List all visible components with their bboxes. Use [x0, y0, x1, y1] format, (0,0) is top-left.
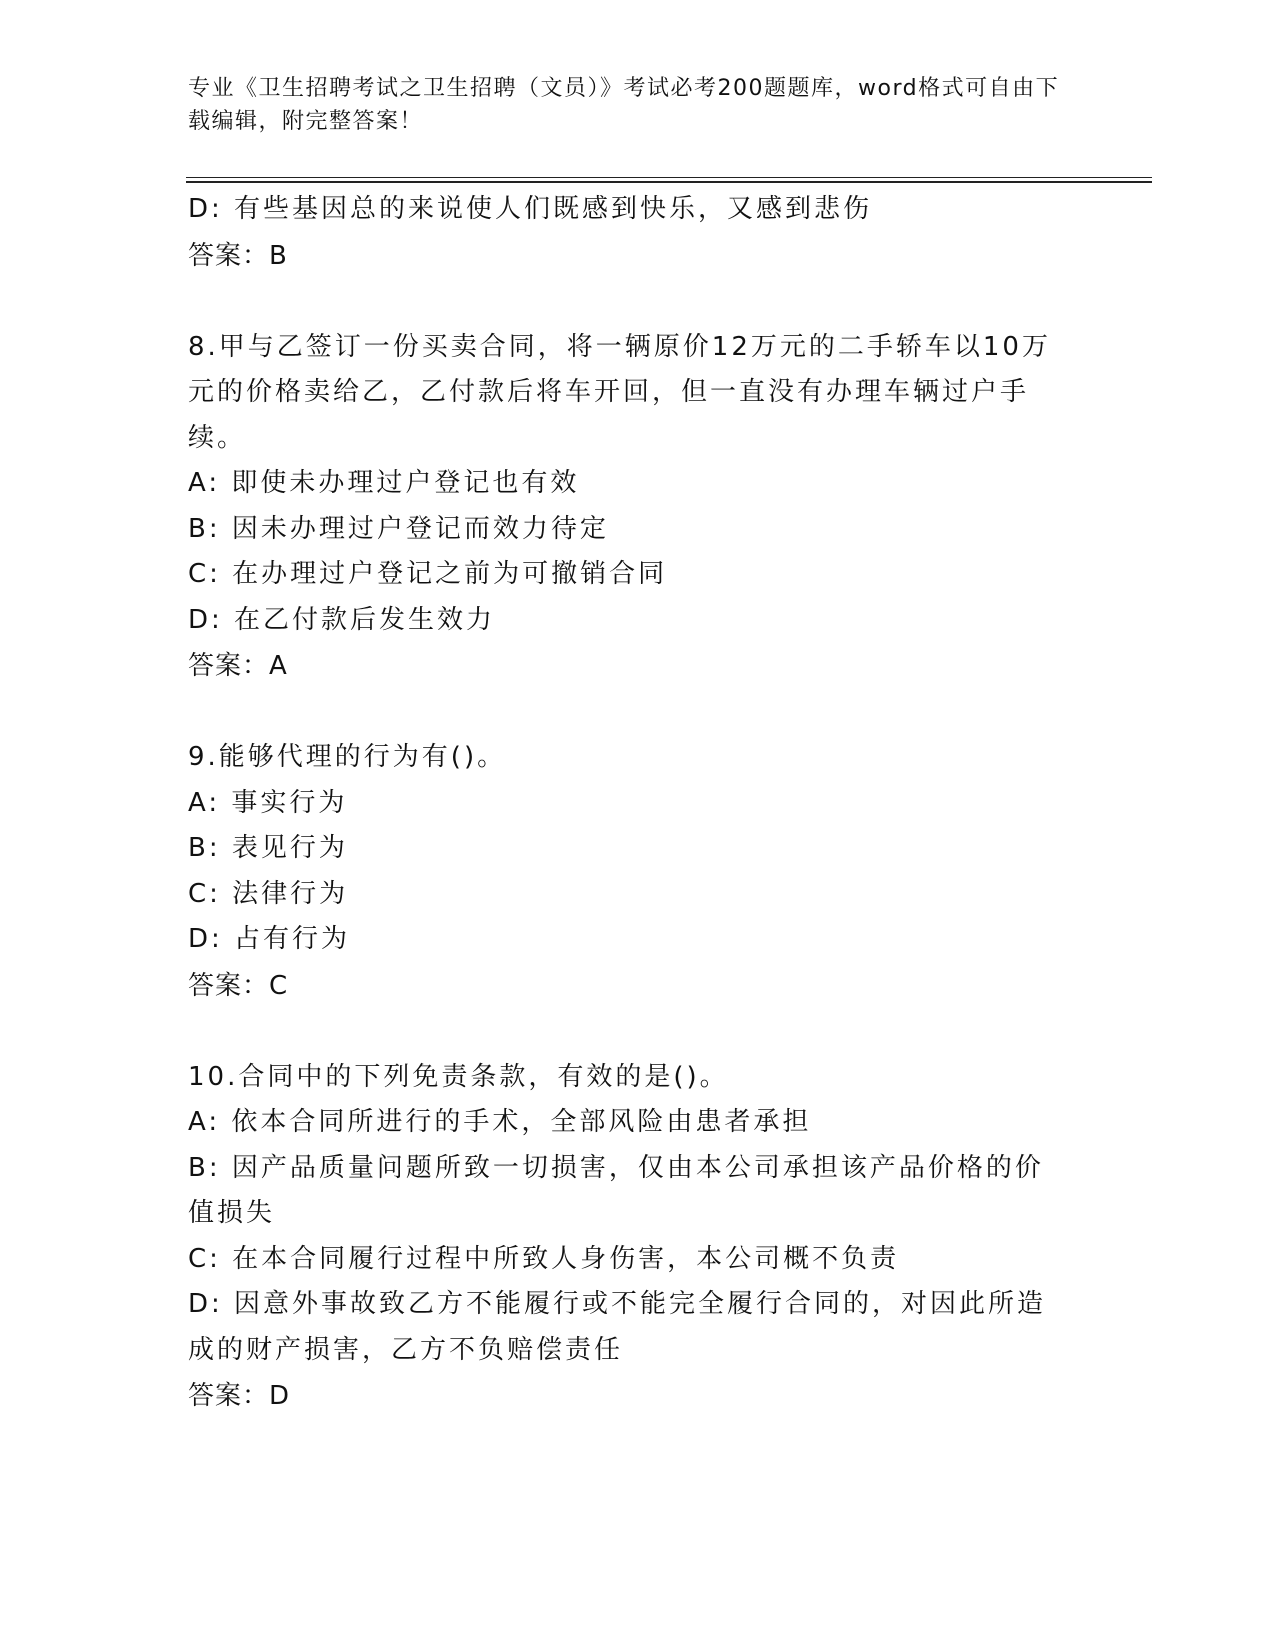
option-a: A: 依本合同所进行的手术，全部风险由患者承担	[188, 1107, 812, 1137]
question-7-tail	[188, 187, 1088, 279]
question-spacer	[188, 279, 1088, 325]
option-c: C: 在办理过户登记之前为可撤销合同	[188, 559, 668, 589]
header-rule-thick	[186, 181, 1152, 183]
question-stem: 10.合同中的下列免责条款，有效的是()。	[188, 1061, 729, 1092]
option-b: B: 表见行为	[188, 833, 348, 863]
answer: 答案：C	[188, 970, 289, 1001]
question-8	[188, 325, 1088, 690]
option-a: A: 即使未办理过户登记也有效	[188, 468, 580, 498]
question-spacer	[188, 689, 1088, 735]
question-stem: 8.甲与乙签订一份买卖合同，将一辆原价12万元的二手轿车以10万元的价格卖给乙，乙付款后将车开回，但一直没有办理车辆过户手续。	[188, 331, 1051, 453]
page-header: 专业《卫生招聘考试之卫生招聘（文员）》考试必考200题题库，word格式可自由下载编辑，附完整答案！	[188, 76, 1060, 134]
question-10	[188, 1055, 1088, 1420]
answer: 答案：B	[188, 240, 288, 271]
question-9	[188, 735, 1088, 1009]
option-a: A: 事实行为	[188, 787, 348, 818]
question-list	[188, 187, 1088, 1419]
option-d: D: 在乙付款后发生效力	[188, 604, 496, 635]
option-d: D: 有些基因总的来说使人们既感到快乐，又感到悲伤	[188, 194, 873, 224]
question-stem: 9.能够代理的行为有()。	[188, 742, 507, 772]
answer: 答案：D	[188, 1381, 291, 1411]
option-d: D: 因意外事故致乙方不能履行或不能完全履行合同的，对因此所造成的财产损害，乙方不负赔偿责任	[188, 1289, 1047, 1365]
question-spacer	[188, 1009, 1088, 1055]
option-b: B: 因产品质量问题所致一切损害，仅由本公司承担该产品价格的价值损失	[188, 1152, 1044, 1228]
option-d: D: 占有行为	[188, 924, 351, 954]
answer: 答案：A	[188, 651, 288, 681]
option-c: C: 法律行为	[188, 878, 349, 909]
header-rule-thin	[186, 177, 1152, 178]
option-b: B: 因未办理过户登记而效力待定	[188, 513, 609, 544]
option-c: C: 在本合同履行过程中所致人身伤害，本公司概不负责	[188, 1243, 900, 1274]
